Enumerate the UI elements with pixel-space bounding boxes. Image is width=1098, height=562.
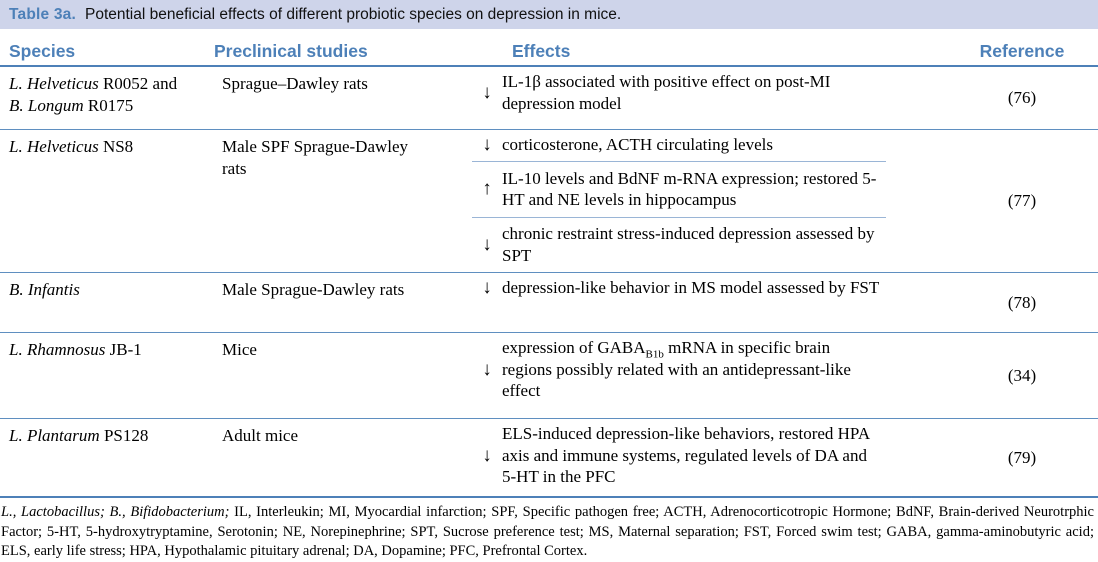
species-name-segment: L. Rhamnosus <box>9 340 106 359</box>
table-row <box>0 273 1098 333</box>
effects-cell <box>472 130 886 272</box>
effect-text <box>502 223 886 266</box>
species-cell <box>0 130 214 272</box>
effect-sub-row <box>472 273 886 304</box>
table-header-row <box>0 38 1098 67</box>
footnote-text: IL, Interleukin; MI, Myocardial infarction; SPF, Specific pathogen free; ACTH, Adrenocorticotropic Hormone; BdNF, Brain-derived Neurotrphic Factor; 5-HT, 5-hydroxytryptamine, Serotonin; NE, Norepinephrine; SPT, Sucrose preference test; MS, Maternal separation; FST, Forced swim test; GABA, gamma-aminobutyric acid; ELS, early life stress; HPA, Hypothalamic pituitary adrenal; DA, Dopamine; PFC, Prefrontal Cortex. <box>1 504 1094 559</box>
species-cell <box>0 273 214 332</box>
column-header-species: Species <box>9 41 76 61</box>
effect-text-segment: chronic restraint stress-induced depression assessed by SPT <box>502 224 875 265</box>
effect-text-segment: corticosterone, ACTH circulating levels <box>502 135 773 155</box>
species-name-segment: PS128 <box>99 426 149 445</box>
effect-text-subscript: B1b <box>645 348 664 361</box>
column-header-preclinical: Preclinical studies <box>214 41 368 61</box>
table-row <box>0 419 1098 498</box>
table-rows <box>0 67 1098 498</box>
effect-sub-row <box>472 67 886 119</box>
effect-text <box>502 423 886 488</box>
column-header-reference: Reference <box>979 41 1065 61</box>
preclinical-cell: Male SPF Sprague-Dawley rats <box>222 137 409 178</box>
species-name-segment: R0175 <box>83 95 134 115</box>
effect-text-segment: IL-1β associated with positive effect on post-MI depression model <box>502 72 831 113</box>
arrow-down-icon: ↓ <box>482 358 492 380</box>
footnote-italic-abbreviations: L., Lactobacillus; B., Bifidobacterium; <box>1 504 230 520</box>
arrow-down-icon: ↓ <box>482 444 492 466</box>
effect-text-segment: expression of GABA <box>502 338 646 357</box>
effect-text <box>502 168 886 211</box>
reference-cell: (79) <box>1007 447 1037 467</box>
species-name-segment: R0052 and <box>98 74 178 93</box>
effect-text <box>502 134 886 156</box>
effect-text-segment: ELS-induced depression-like behaviors, restored HPA axis and immune systems, regulated levels of DA and 5-HT in the PFC <box>502 424 870 486</box>
reference-cell: (76) <box>1007 88 1037 108</box>
reference-cell: (78) <box>1007 292 1037 312</box>
species-name-segment: L. Helveticus <box>9 74 99 93</box>
effects-cell <box>472 67 886 129</box>
effect-text-segment: depression-like behavior in MS model assessed by FST <box>502 278 880 297</box>
table-title-bar <box>0 0 1098 29</box>
table-row <box>0 333 1098 419</box>
table-caption: Potential beneficial effects of different probiotic species on depression in mice. <box>85 5 622 23</box>
reference-cell: (34) <box>1007 365 1037 385</box>
species-name-segment: JB-1 <box>105 340 142 359</box>
preclinical-cell: Male Sprague-Dawley rats <box>222 280 405 299</box>
table-row <box>0 67 1098 130</box>
column-header-effects: Effects <box>512 41 571 61</box>
table-row <box>0 130 1098 273</box>
species-cell <box>0 67 214 129</box>
effect-sub-row <box>472 419 886 493</box>
effect-sub-row <box>472 161 886 217</box>
arrow-down-icon: ↓ <box>482 277 492 298</box>
arrow-up-icon: ↑ <box>482 178 492 200</box>
arrow-down-icon: ↓ <box>482 134 492 156</box>
species-cell <box>0 419 214 496</box>
arrow-down-icon: ↓ <box>482 81 492 103</box>
species-name-segment: L. Plantarum <box>9 426 100 445</box>
species-name-segment: B. Longum <box>9 95 84 115</box>
effects-cell <box>472 419 886 496</box>
species-cell <box>0 333 214 418</box>
table-label: Table 3a. <box>9 5 76 23</box>
effect-sub-row <box>472 217 886 272</box>
preclinical-cell: Adult mice <box>222 426 299 445</box>
species-name-segment: L. Helveticus <box>9 137 99 156</box>
effects-cell <box>472 273 886 332</box>
effects-cell <box>472 333 886 418</box>
arrow-down-icon: ↓ <box>482 233 492 255</box>
effect-text <box>502 71 886 114</box>
effect-sub-row <box>472 333 886 407</box>
reference-cell: (77) <box>1007 191 1037 211</box>
effect-sub-row <box>472 130 886 161</box>
preclinical-cell: Mice <box>222 340 257 359</box>
species-name-segment: B. Infantis <box>9 280 80 299</box>
effect-text-segment: mRNA in specific brain regions possibly related with an antidepressant-like effect <box>502 338 851 400</box>
effect-text <box>502 337 886 402</box>
footnote <box>0 498 1098 562</box>
species-name-segment: NS8 <box>98 137 134 156</box>
preclinical-cell: Sprague–Dawley rats <box>222 74 368 93</box>
effect-text <box>502 277 886 299</box>
effect-text-segment: IL-10 levels and BdNF m-RNA expression; restored 5-HT and NE levels in hippocampus <box>502 168 877 209</box>
